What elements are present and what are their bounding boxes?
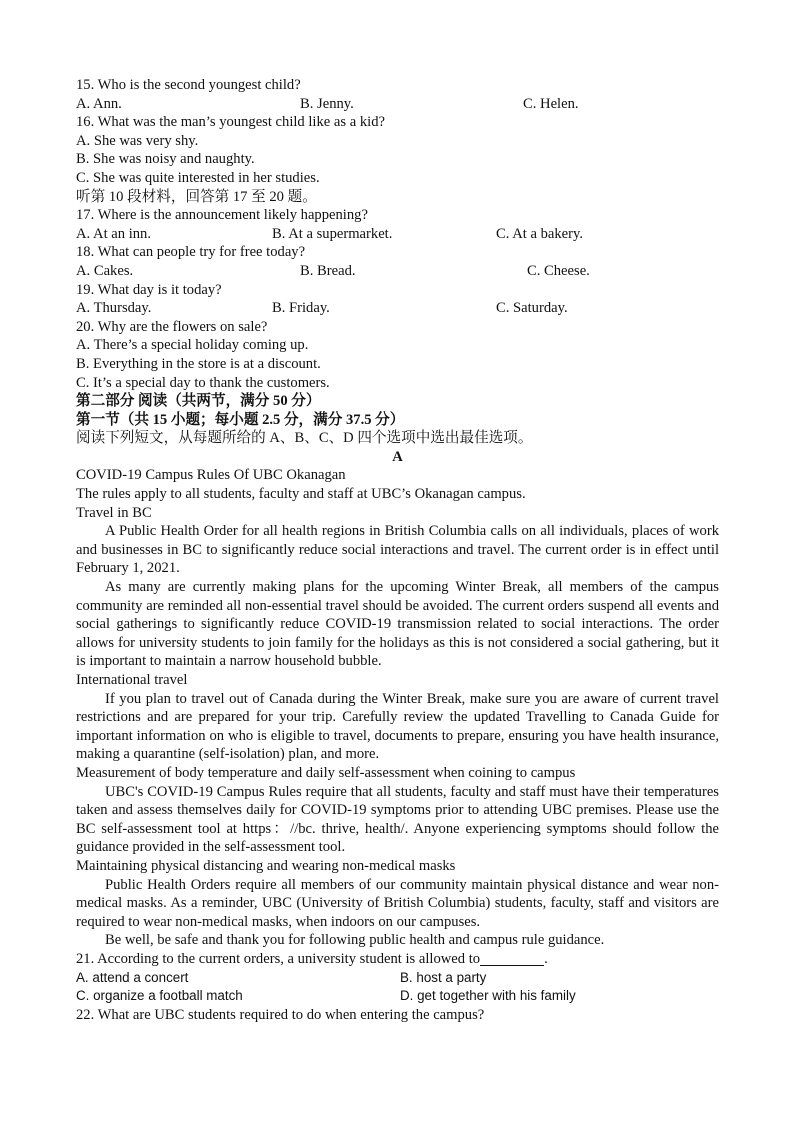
q18-options	[76, 262, 719, 281]
passage-intro: The rules apply to all students, faculty and staff at UBC’s Okanagan campus.	[76, 486, 526, 503]
material-10-instruction: 听第 10 段材料，回答第 17 至 20 题。	[76, 188, 317, 205]
q18-option-b: B. Bread.	[300, 262, 356, 279]
paragraph-2: As many are currently making plans for the upcoming Winter Break, all members of the campus community are reminded all non-essential travel should be avoided. The current orders suspend all events and social gatherings to significantly reduce COVID-19 transmission related to social interactions. The order allows for university students to join family for the holidays as this is not considered a social gathering, but it is important to maintain a narrow household bubble.	[76, 579, 719, 670]
q20-option-b: B. Everything in the store is at a discount.	[76, 355, 321, 372]
q19-option-a: A. Thursday.	[76, 300, 152, 317]
q17-options	[76, 225, 719, 244]
q21-option-b: B. host a party	[400, 969, 487, 985]
q21-option-c: C. organize a football match	[76, 988, 243, 1004]
heading-distancing: Maintaining physical distancing and wearing non-medical masks	[76, 857, 456, 874]
q20-option-c: C. It’s a special day to thank the customers.	[76, 374, 330, 391]
q22-stem: 22. What are UBC students required to do when entering the campus?	[76, 1006, 485, 1023]
q20-stem: 20. Why are the flowers on sale?	[76, 318, 268, 335]
q18-stem: 18. What can people try for free today?	[76, 244, 306, 261]
q15-stem: 15. Who is the second youngest child?	[76, 77, 301, 93]
q19-stem: 19. What day is it today?	[76, 281, 222, 298]
q18-option-a: A. Cakes.	[76, 262, 134, 279]
q15-option-b: B. Jenny.	[300, 95, 354, 112]
q19-option-b: B. Friday.	[272, 300, 330, 317]
q18-option-c: C. Cheese.	[527, 262, 590, 279]
q16-option-b: B. She was noisy and naughty.	[76, 151, 255, 168]
reading-part-title: 第二部分 阅读（共两节，满分 50 分）	[76, 393, 321, 410]
heading-measurement: Measurement of body temperature and daily self-assessment when coining to campus	[76, 764, 576, 781]
paragraph-3: If you plan to travel out of Canada during the Winter Break, make sure you are aware of current travel restrictions and are prepared for your trip. Carefully review the updated Travelling to Canada Guide for important information on who is eligible to travel, documents to prepare, ensuring you have health insurance, making a quarantine (self-isolation) plan, and more.	[76, 690, 719, 763]
q21-option-d: D. get together with his family	[400, 988, 576, 1004]
q17-option-b: B. At a supermarket.	[272, 225, 393, 242]
heading-international-travel: International travel	[76, 672, 188, 688]
q21-answer-blank	[480, 951, 544, 966]
q15-option-c: C. Helen.	[523, 95, 579, 112]
paragraph-5: Public Health Orders require all members of our community maintain physical distance and wear non-medical masks. As a reminder, UBC (University of British Columbia) students, faculty, staff and visitors are required to wear non-medical masks, when indoors on our campuses.	[76, 876, 719, 930]
exam-page	[76, 76, 719, 1024]
q21-option-a: A. attend a concert	[76, 969, 189, 985]
q15-options	[76, 95, 719, 114]
q17-option-c: C. At a bakery.	[496, 225, 583, 242]
q17-stem: 17. Where is the announcement likely happening?	[76, 207, 368, 224]
q21-stem-text: 21. According to the current orders, a university student is allowed to	[76, 950, 481, 967]
reading-instruction: 阅读下列短文，从每题所给的 A、B、C、D 四个选项中选出最佳选项。	[76, 430, 533, 447]
reading-section-title: 第一节（共 15 小题；每小题 2.5 分，满分 37.5 分）	[76, 411, 405, 428]
passage-title: COVID-19 Campus Rules Of UBC Okanagan	[76, 467, 346, 484]
paragraph-1: A Public Health Order for all health regions in British Columbia calls on all individuals, places of work and businesses in BC to significantly reduce social interactions and travel. The current order is in effect until February 1, 2021.	[76, 523, 719, 577]
paragraph-4: UBC's COVID-19 Campus Rules require that all students, faculty and staff must have their temperatures taken and assess themselves daily for COVID-19 symptoms prior to attending UBC premises. Please use the BC self-assessment tool at https：//bc. thrive, health/. Anyone experiencing symptoms should follow the guidance provided in the self-assessment tool.	[76, 783, 719, 856]
q20-option-a: A. There’s a special holiday coming up.	[76, 337, 309, 354]
q16-stem: 16. What was the man’s youngest child like as a kid?	[76, 114, 385, 131]
paragraph-6: Be well, be safe and thank you for following public health and campus rule guidance.	[105, 932, 605, 949]
q21-options-row-1	[76, 969, 719, 988]
heading-travel-in-bc: Travel in BC	[76, 504, 152, 521]
q21-options-row-2	[76, 987, 719, 1006]
q19-options	[76, 299, 719, 318]
q21-stem	[76, 950, 719, 969]
q15-option-a: A. Ann.	[76, 95, 122, 112]
q19-option-c: C. Saturday.	[496, 300, 568, 317]
q16-option-a: A. She was very shy.	[76, 132, 199, 149]
q16-option-c: C. She was quite interested in her studies.	[76, 169, 320, 186]
q17-option-a: A. At an inn.	[76, 225, 151, 242]
passage-letter: A	[392, 448, 403, 465]
q21-stem-end: .	[544, 950, 548, 967]
